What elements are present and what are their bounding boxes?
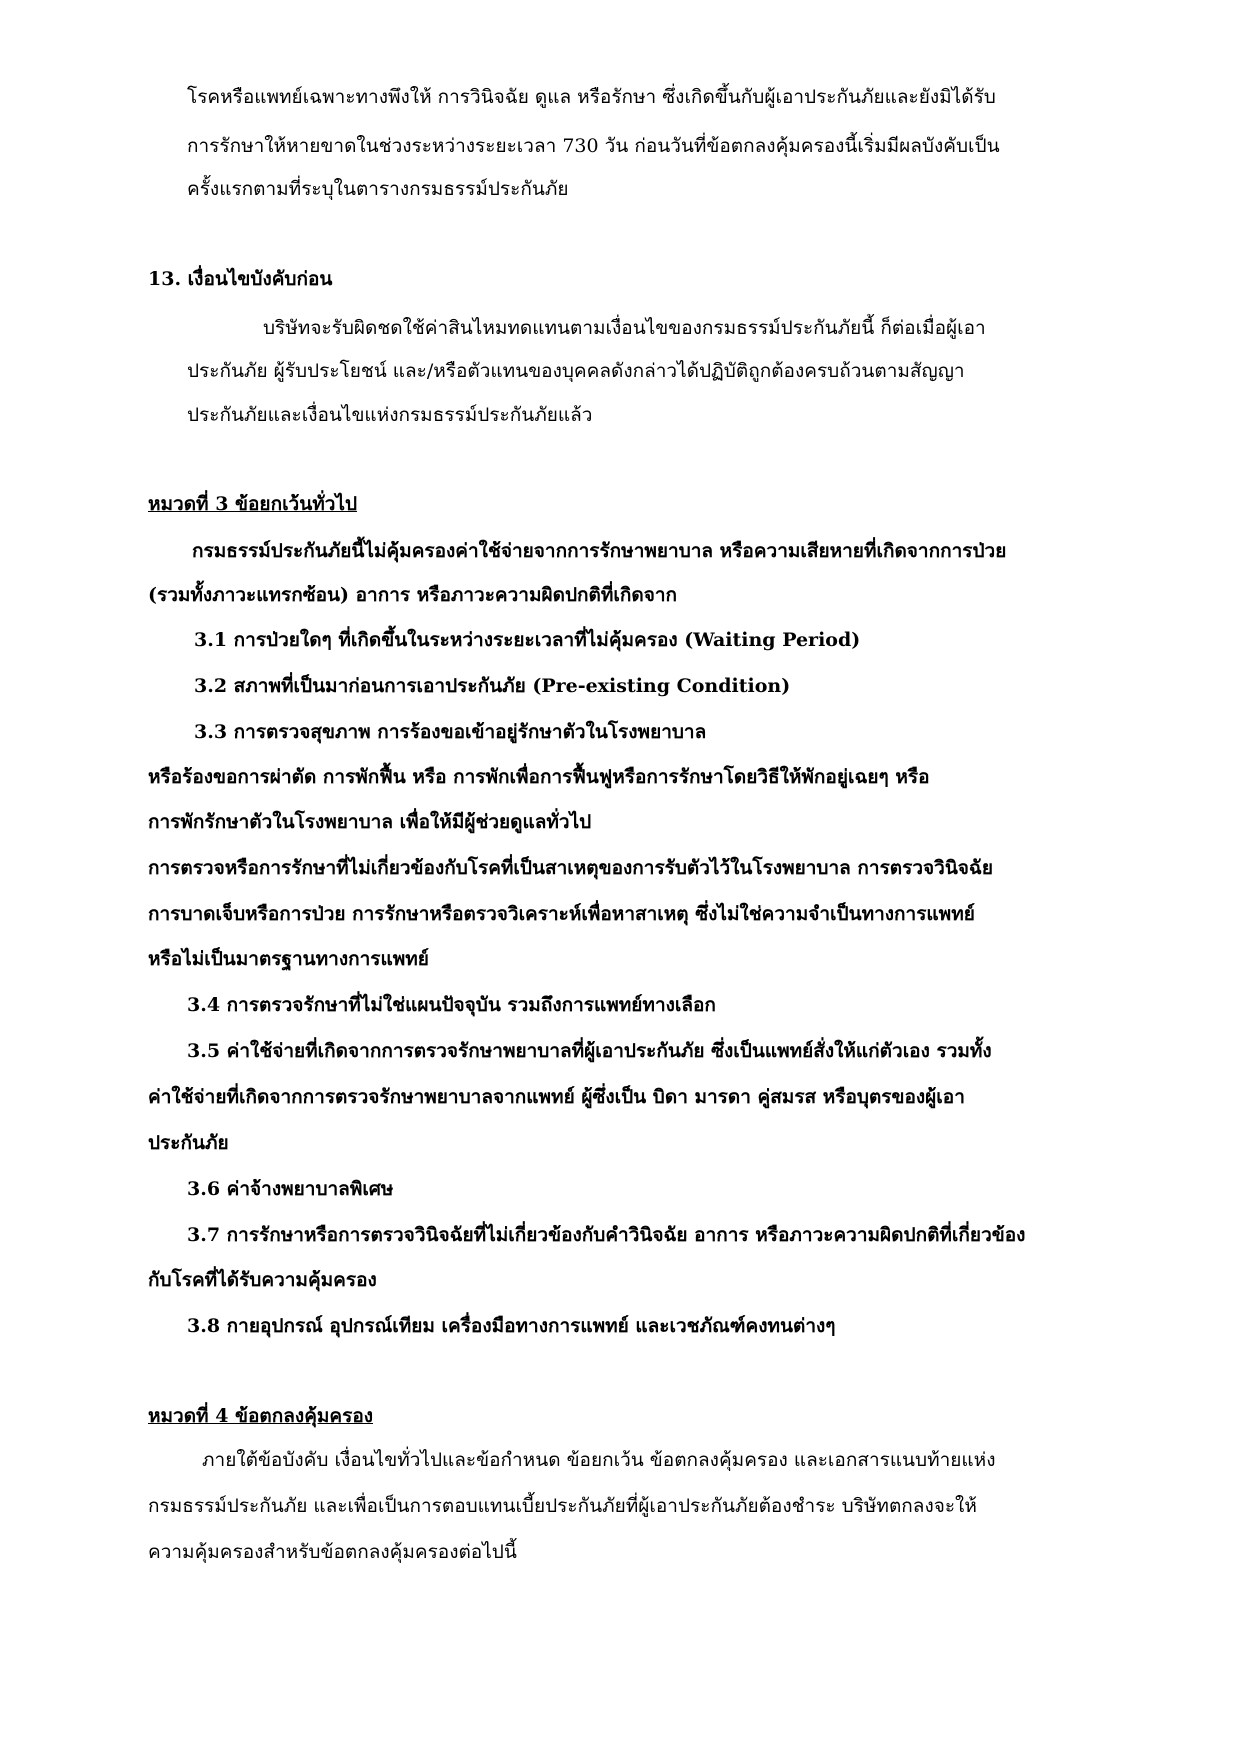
item-3-8: 3.8 กายอุปกรณ์ อุปกรณ์เทียม เครื่องมือทางการแพทย์ และเวชภัณฑ์คงทนต่างๆ [187, 1315, 836, 1337]
chapter-4-line-2: กรมธรรม์ประกันภัย และเพื่อเป็นการตอบแทนเบี้ยประกันภัยที่ผู้เอาประกันภัยต้องชำระ บริษัทตกลงจะให้ [148, 1495, 977, 1517]
item-3-3-line-3: การพักรักษาตัวในโรงพยาบาล เพื่อให้มีผู้ช่วยดูแลทั่วไป [148, 811, 592, 833]
item-3-3-line-1: 3.3 การตรวจสุขภาพ การร้องขอเข้าอยู่รักษาตัวในโรงพยาบาล [194, 721, 707, 743]
section-13-line-3: ประกันภัยและเงื่อนไขแห่งกรมธรรม์ประกันภัยแล้ว [187, 404, 593, 426]
chapter-4-heading: หมวดที่ 4 ข้อตกลงคุ้มครอง [148, 1405, 374, 1427]
item-3-2: 3.2 สภาพที่เป็นมาก่อนการเอาประกันภัย (Pre-existing Condition) [194, 675, 791, 697]
item-3-1: 3.1 การป่วยใดๆ ที่เกิดขึ้นในระหว่างระยะเวลาที่ไม่คุ้มครอง (Waiting Period) [194, 629, 861, 651]
item-3-6: 3.6 ค่าจ้างพยาบาลพิเศษ [187, 1178, 394, 1200]
chapter-3-intro-1: กรมธรรม์ประกันภัยนี้ไม่คุ้มครองค่าใช้จ่ายจากการรักษาพยาบาล หรือความเสียหายที่เกิดจากการป่วย [192, 540, 1007, 562]
section-13-line-2: ประกันภัย ผู้รับประโยชน์ และ/หรือตัวแทนของบุคคลดังกล่าวได้ปฏิบัติถูกต้องครบถ้วนตามสัญญา [187, 360, 965, 382]
chapter-3-intro-2: (รวมทั้งภาวะแทรกซ้อน) อาการ หรือภาวะความผิดปกติที่เกิดจาก [148, 584, 678, 606]
section-13-heading: 13. เงื่อนไขบังคับก่อน [148, 268, 333, 290]
intro-line-2: การรักษาให้หายขาดในช่วงระหว่างระยะเวลา 730 วัน ก่อนวันที่ข้อตกลงคุ้มครองนี้เริ่มมีผลบังคับเป็น [187, 135, 1000, 157]
item-3-3-line-2: หรือร้องขอการผ่าตัด การพักฟื้น หรือ การพักเพื่อการฟื้นฟูหรือการรักษาโดยวิธีให้พักอยู่เฉยๆ หรือ [148, 766, 930, 788]
intro-line-3: ครั้งแรกตามที่ระบุในตารางกรมธรรม์ประกันภัย [187, 178, 569, 200]
chapter-4-line-3: ความคุ้มครองสำหรับข้อตกลงคุ้มครองต่อไปนี้ [148, 1541, 517, 1563]
item-3-5-line-2: ค่าใช้จ่ายที่เกิดจากการตรวจรักษาพยาบาลจากแพทย์ ผู้ซึ่งเป็น บิดา มารดา คู่สมรส หรือบุตรของผู้เอา [148, 1086, 965, 1108]
item-3-7-line-2: กับโรคที่ได้รับความคุ้มครอง [148, 1269, 377, 1291]
section-13-line-1: บริษัทจะรับผิดชดใช้ค่าสินไหมทดแทนตามเงื่อนไขของกรมธรรม์ประกันภัยนี้ ก็ต่อเมื่อผู้เอา [263, 317, 986, 339]
item-3-3-line-6: หรือไม่เป็นมาตรฐานทางการแพทย์ [148, 948, 429, 970]
item-3-7-line-1: 3.7 การรักษาหรือการตรวจวินิจฉัยที่ไม่เกี่ยวข้องกับคำวินิจฉัย อาการ หรือภาวะความผิดปกติที่เกี่ยวข้อง [187, 1224, 1026, 1246]
chapter-3-heading: หมวดที่ 3 ข้อยกเว้นทั่วไป [148, 493, 358, 515]
item-3-3-line-4: การตรวจหรือการรักษาที่ไม่เกี่ยวข้องกับโรคที่เป็นสาเหตุของการรับตัวไว้ในโรงพยาบาล การตรวจวินิจฉัย [148, 857, 994, 879]
chapter-4-line-1: ภายใต้ข้อบังคับ เงื่อนไขทั่วไปและข้อกำหนด ข้อยกเว้น ข้อตกลงคุ้มครอง และเอกสารแนบท้ายแห่ง [202, 1449, 996, 1471]
item-3-4: 3.4 การตรวจรักษาที่ไม่ใช่แผนปัจจุบัน รวมถึงการแพทย์ทางเลือก [187, 994, 716, 1016]
intro-line-1: โรคหรือแพทย์เฉพาะทางพึงให้ การวินิจฉัย ดูแล หรือรักษา ซึ่งเกิดขึ้นกับผู้เอาประกันภัยและยังมิได้รับ [187, 86, 996, 108]
item-3-5-line-3: ประกันภัย [148, 1132, 229, 1154]
item-3-5-line-1: 3.5 ค่าใช้จ่ายที่เกิดจากการตรวจรักษาพยาบาลที่ผู้เอาประกันภัย ซึ่งเป็นแพทย์สั่งให้แก่ตัวเอง รวมทั้ง [187, 1040, 992, 1062]
item-3-3-line-5: การบาดเจ็บหรือการป่วย การรักษาหรือตรวจวิเคราะห์เพื่อหาสาเหตุ ซึ่งไม่ใช่ความจำเป็นทางการแพทย์ [148, 903, 975, 925]
